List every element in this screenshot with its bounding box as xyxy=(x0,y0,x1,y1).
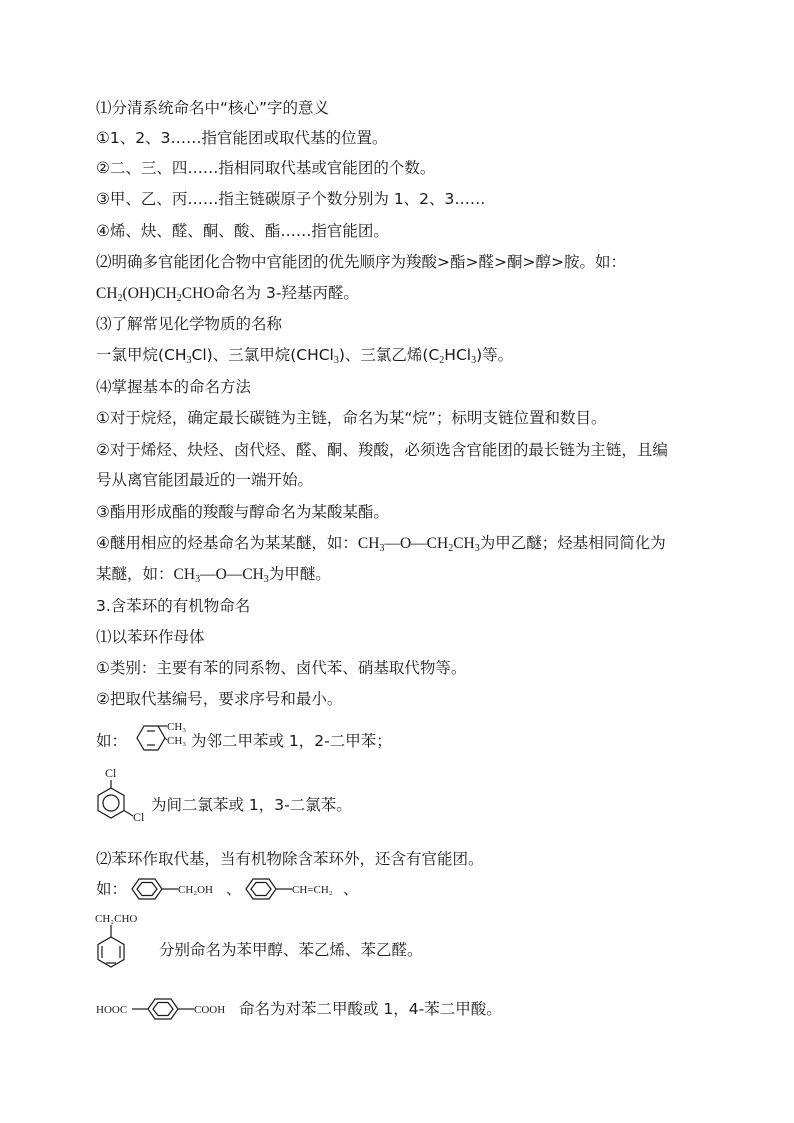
benzene-substituent-names: 分别命名为苯甲醇、苯乙烯、苯乙醛。 xyxy=(159,941,423,959)
o-xylene-structure xyxy=(127,718,197,758)
formula-part: —O—CH xyxy=(384,535,449,552)
separator: 、 xyxy=(226,880,242,898)
heading-benzene-substituent: ⑵苯环作取代基，当有机物除含苯环外，还含有官能团。 xyxy=(96,850,484,868)
method-functional-chain-cont: 号从离官能团最近的一端开始。 xyxy=(96,471,314,489)
text-part: Cl)、三氯甲烷(CHCl xyxy=(191,346,334,364)
carboxyl-label: HOOC xyxy=(96,1004,128,1016)
inner-ring xyxy=(137,883,157,896)
dichlorobenzene-name: 为间二氯苯或 1，3-二氯苯。 xyxy=(151,796,352,814)
heading-priority-order: ⑵明确多官能团化合物中官能团的优先顺序为羧酸>酯>醛>酮>醇>胺。如： xyxy=(96,253,626,271)
subscript: 3 xyxy=(333,355,339,366)
subscript: 2 xyxy=(176,293,182,304)
subscript: 2 xyxy=(439,355,445,366)
text-part: 为甲醚。 xyxy=(268,565,331,583)
aromatic-circle xyxy=(103,795,119,811)
heading-benzene-naming: 3.含苯环的有机物命名 xyxy=(96,597,251,615)
formula-part: CH xyxy=(96,285,118,302)
methyl-label: CH₃ xyxy=(167,721,187,733)
point-functional-group: ④烯、炔、醛、酮、酸、酯……指官能团。 xyxy=(96,222,389,240)
text-part: )、三氯乙烯(C xyxy=(338,346,440,364)
subscript: 3 xyxy=(474,543,480,554)
subscript: 3 xyxy=(379,543,385,554)
point-position-numbers: ①1、2、3……指官能团或取代基的位置。 xyxy=(96,129,388,147)
formula-part: CH xyxy=(357,535,380,552)
benzene-numbering: ②把取代基编号，要求序号和最小。 xyxy=(96,690,343,708)
heading-core-words: ⑴分清系统命名中“核心”字的意义 xyxy=(96,99,330,117)
hydroxymethyl-label: CH₂OH xyxy=(178,884,214,896)
method-functional-chain: ②对于烯烃、炔烃、卤代烃、醛、酮、羧酸，必须选含官能团的最长链为主链，且编 xyxy=(96,441,668,459)
formula-part: —O—CH xyxy=(200,566,264,583)
common-names-list xyxy=(96,345,513,365)
bond xyxy=(124,811,133,817)
methyl-label: CH₃ xyxy=(167,735,187,747)
chlorine-label: Cl xyxy=(133,810,145,824)
xylene-prefix: 如： xyxy=(96,732,128,750)
vinyl-label: CH=CH₂ xyxy=(292,884,333,896)
xylene-name: 为邻二甲苯或 1，2-二甲苯； xyxy=(191,732,392,750)
subscript: 3 xyxy=(263,574,269,585)
subscript: 2 xyxy=(448,543,454,554)
benzene-categories: ①类别：主要有苯的同系物、卤代苯、硝基取代物等。 xyxy=(96,659,467,677)
subscript: 3 xyxy=(195,574,201,585)
aldehyde-chain-label: CH₂CHO xyxy=(95,913,138,925)
formula-part: CH xyxy=(173,566,196,583)
formula-part: (OH)CH xyxy=(122,285,177,302)
example-hydroxypropanal xyxy=(96,283,359,304)
phenylacetaldehyde-structure xyxy=(94,910,164,982)
inner-ring xyxy=(153,1003,173,1016)
benzene-ring-icon xyxy=(98,788,124,818)
text-part: 某醚，如： xyxy=(96,565,174,583)
heading-benzene-parent: ⑴以苯环作母体 xyxy=(96,628,205,646)
benzyl-alcohol-structure xyxy=(126,874,226,904)
separator: 、 xyxy=(343,880,359,898)
styrene-structure xyxy=(240,874,345,904)
method-ether xyxy=(96,533,666,554)
text-part: HCl xyxy=(444,346,472,364)
terephthalic-acid-structure xyxy=(94,994,244,1024)
method-ether-cont xyxy=(96,564,331,585)
subscript: 3 xyxy=(186,355,192,366)
chlorine-label: Cl xyxy=(105,766,117,780)
method-ester: ③酯用形成酯的羧酸与醇命名为某酸某酯。 xyxy=(96,503,389,521)
heading-common-names: ⑶了解常见化学物质的名称 xyxy=(96,315,283,333)
text-part: )等。 xyxy=(476,346,514,364)
point-carbon-count: ③甲、乙、丙……指主链碳原子个数分别为 1、2、3…… xyxy=(96,190,486,208)
carboxyl-label: COOH xyxy=(194,1004,226,1016)
heading-naming-methods: ⑷掌握基本的命名方法 xyxy=(96,378,252,396)
m-dichlorobenzene-structure xyxy=(94,766,154,832)
formula-part: CH xyxy=(453,535,475,552)
benzene-ring-icon xyxy=(137,726,165,750)
method-alkane: ①对于烷烃，确定最长碳链为主链，命名为某“烷”；标明支链位置和数目。 xyxy=(96,409,607,427)
text-part: 一氯甲烷(CH xyxy=(96,346,187,364)
inner-ring xyxy=(251,883,271,896)
text-part: ④醚用相应的烃基命名为某某醚，如： xyxy=(96,534,358,552)
formula-part: CHO xyxy=(181,285,215,302)
terephthalic-name: 命名为对苯二甲酸或 1，4-苯二甲酸。 xyxy=(239,1000,502,1018)
examples-prefix: 如： xyxy=(96,880,128,898)
subscript: 3 xyxy=(471,355,477,366)
text-part: 为甲乙醚；烃基相同简化为 xyxy=(479,534,666,552)
text-part: 命名为 3-羟基丙醛。 xyxy=(214,284,359,302)
point-count-words: ②二、三、四……指相同取代基或官能团的个数。 xyxy=(96,159,436,177)
subscript: 2 xyxy=(117,293,123,304)
